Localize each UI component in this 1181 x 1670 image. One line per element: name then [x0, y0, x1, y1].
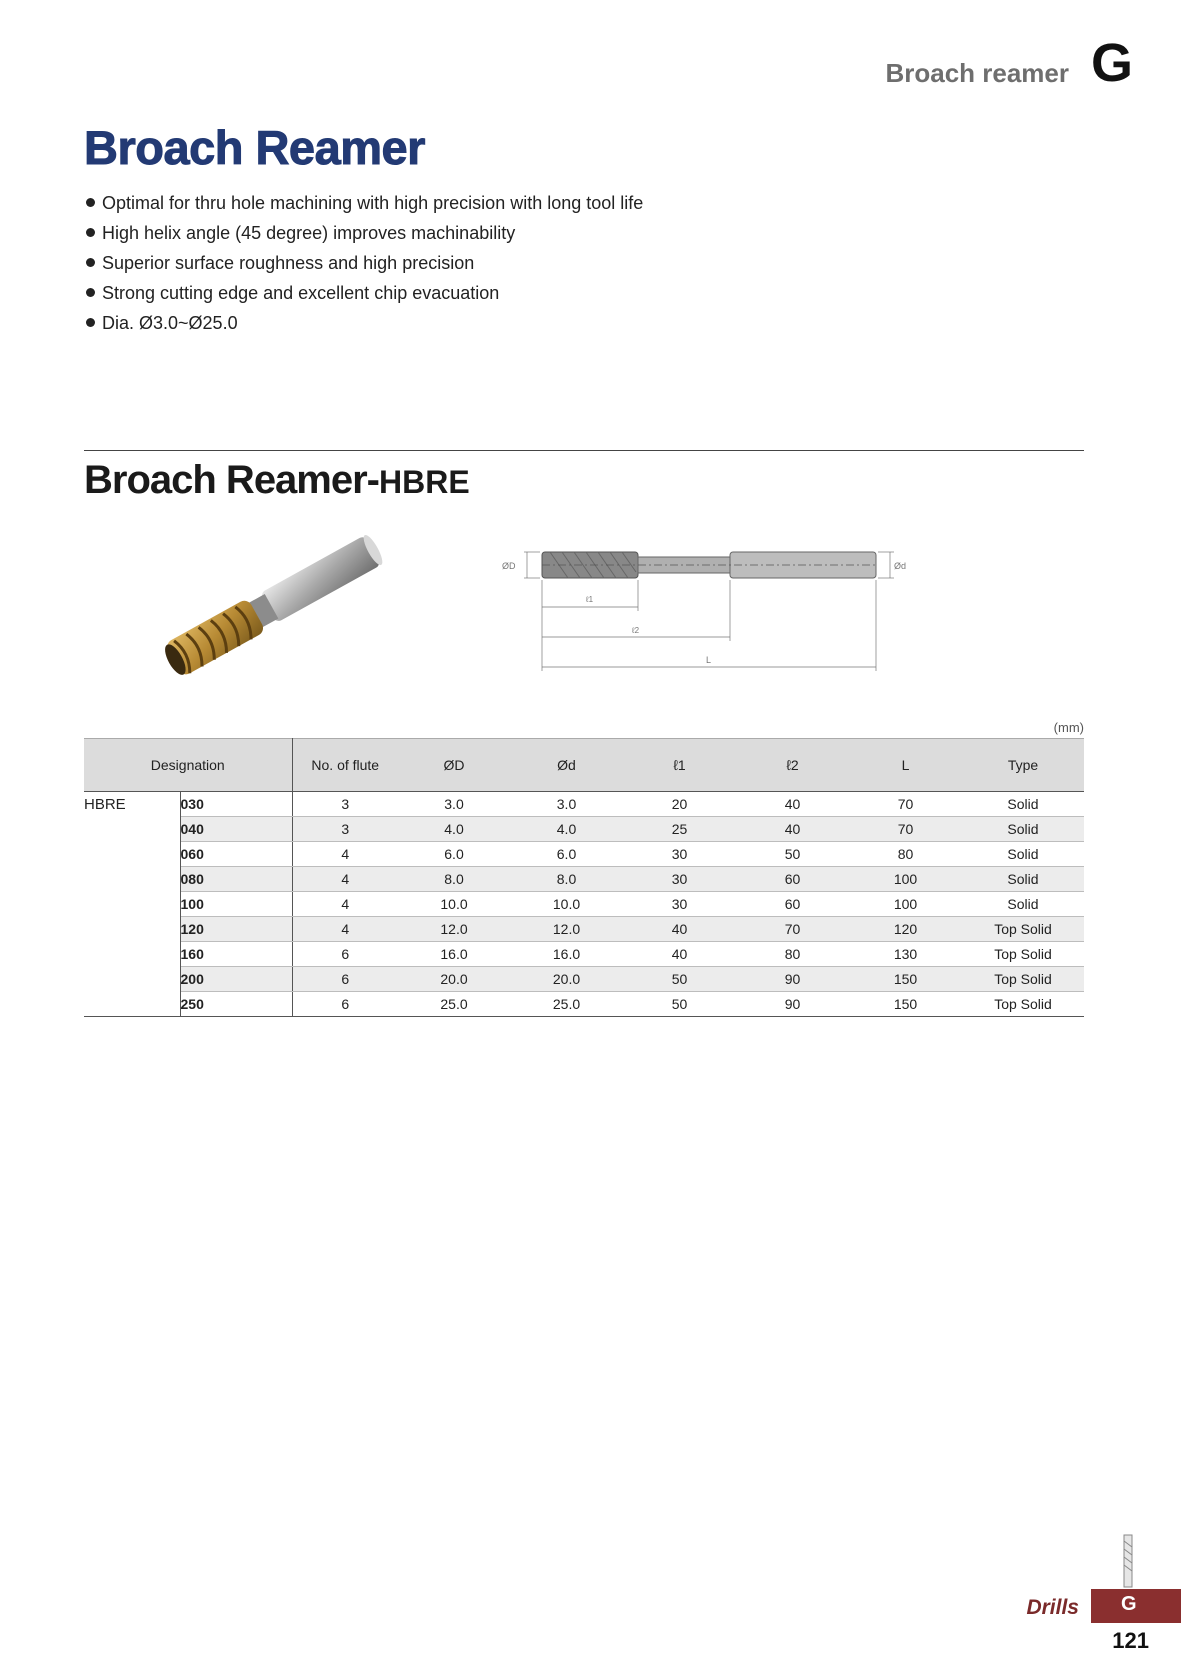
cell-type: Solid [962, 842, 1084, 867]
header-L: L [849, 739, 962, 792]
cell-flutes: 4 [292, 867, 398, 892]
cell-D: 12.0 [398, 917, 510, 942]
cell-D: 25.0 [398, 992, 510, 1017]
cell-type: Solid [962, 817, 1084, 842]
cell-flutes: 4 [292, 842, 398, 867]
cell-type: Top Solid [962, 942, 1084, 967]
row-code: 250 [180, 992, 292, 1017]
cell-l2: 90 [736, 992, 849, 1017]
row-code: 060 [180, 842, 292, 867]
header-flutes: No. of flute [292, 739, 398, 792]
cell-l2: 60 [736, 867, 849, 892]
table-header-row [84, 739, 1084, 792]
cell-l1: 25 [623, 817, 736, 842]
footer-section-tab: G [1091, 1589, 1181, 1623]
dim-d-label: Ød [894, 561, 907, 571]
table-row [84, 967, 1084, 992]
cell-l1: 30 [623, 867, 736, 892]
cell-D: 3.0 [398, 792, 510, 817]
header-l2: ℓ2 [736, 739, 849, 792]
cell-L: 130 [849, 942, 962, 967]
dim-l2-label: ℓ2 [632, 626, 640, 635]
cell-l2: 80 [736, 942, 849, 967]
section-divider [84, 450, 1084, 451]
feature-item: Optimal for thru hole machining with high precision with long tool life [86, 188, 643, 218]
table-row [84, 992, 1084, 1017]
cell-type: Solid [962, 792, 1084, 817]
bullet-icon [86, 198, 95, 207]
table-row [84, 842, 1084, 867]
cell-d: 3.0 [510, 792, 623, 817]
row-code: 100 [180, 892, 292, 917]
cell-l1: 50 [623, 992, 736, 1017]
page-title: Broach Reamer [84, 121, 425, 174]
cell-D: 6.0 [398, 842, 510, 867]
cell-d: 10.0 [510, 892, 623, 917]
dim-D-label: ØD [502, 561, 516, 571]
cell-l1: 50 [623, 967, 736, 992]
cell-l2: 90 [736, 967, 849, 992]
row-code: 160 [180, 942, 292, 967]
table-row [84, 792, 1084, 817]
cell-l2: 60 [736, 892, 849, 917]
cell-l2: 40 [736, 792, 849, 817]
dim-L-label: L [706, 655, 712, 665]
reamer-photo [150, 525, 410, 685]
cell-type: Top Solid [962, 917, 1084, 942]
header-l1: ℓ1 [623, 739, 736, 792]
cell-L: 150 [849, 967, 962, 992]
technical-drawing [502, 525, 978, 675]
header-d: Ød [510, 739, 623, 792]
cell-flutes: 6 [292, 967, 398, 992]
cell-L: 120 [849, 917, 962, 942]
cell-type: Top Solid [962, 992, 1084, 1017]
product-name: Broach Reamer- [84, 458, 380, 502]
cell-L: 70 [849, 792, 962, 817]
row-code: 040 [180, 817, 292, 842]
cell-L: 80 [849, 842, 962, 867]
header-D: ØD [398, 739, 510, 792]
cell-type: Solid [962, 892, 1084, 917]
cell-l1: 40 [623, 917, 736, 942]
spec-table [84, 738, 1084, 1017]
footer-category: Drills [1026, 1596, 1079, 1619]
table-row [84, 892, 1084, 917]
cell-d: 16.0 [510, 942, 623, 967]
header-designation: Designation [84, 739, 292, 792]
feature-item: Superior surface roughness and high precision [86, 248, 643, 278]
cell-l2: 40 [736, 817, 849, 842]
product-title [84, 458, 470, 503]
section-label: Broach reamer [885, 58, 1069, 88]
cell-D: 20.0 [398, 967, 510, 992]
cell-d: 8.0 [510, 867, 623, 892]
cell-d: 20.0 [510, 967, 623, 992]
cell-flutes: 6 [292, 942, 398, 967]
cell-l2: 50 [736, 842, 849, 867]
cell-L: 150 [849, 992, 962, 1017]
cell-L: 70 [849, 817, 962, 842]
cell-l1: 30 [623, 892, 736, 917]
bullet-icon [86, 258, 95, 267]
series-name: HBRE [84, 792, 180, 1017]
feature-list [86, 188, 643, 338]
page-number: 121 [1112, 1628, 1149, 1653]
product-code: HBRE [379, 464, 470, 500]
section-letter: G [1090, 33, 1133, 93]
cell-D: 4.0 [398, 817, 510, 842]
table-row [84, 867, 1084, 892]
header-type: Type [962, 739, 1084, 792]
dim-l1-label: ℓ1 [586, 595, 594, 604]
cell-flutes: 3 [292, 817, 398, 842]
cell-d: 4.0 [510, 817, 623, 842]
cell-D: 16.0 [398, 942, 510, 967]
cell-D: 10.0 [398, 892, 510, 917]
cell-l1: 30 [623, 842, 736, 867]
row-code: 200 [180, 967, 292, 992]
drill-icon [1121, 1533, 1135, 1589]
unit-label: (mm) [1053, 720, 1084, 735]
table-row [84, 942, 1084, 967]
cell-L: 100 [849, 892, 962, 917]
row-code: 080 [180, 867, 292, 892]
table-row [84, 817, 1084, 842]
cell-flutes: 6 [292, 992, 398, 1017]
cell-l1: 20 [623, 792, 736, 817]
cell-flutes: 3 [292, 792, 398, 817]
row-code: 120 [180, 917, 292, 942]
feature-item: High helix angle (45 degree) improves machinability [86, 218, 643, 248]
bullet-icon [86, 228, 95, 237]
bullet-icon [86, 288, 95, 297]
cell-D: 8.0 [398, 867, 510, 892]
bullet-icon [86, 318, 95, 327]
feature-item: Strong cutting edge and excellent chip evacuation [86, 278, 643, 308]
cell-d: 25.0 [510, 992, 623, 1017]
row-code: 030 [180, 792, 292, 817]
cell-l2: 70 [736, 917, 849, 942]
cell-flutes: 4 [292, 892, 398, 917]
cell-type: Top Solid [962, 967, 1084, 992]
cell-flutes: 4 [292, 917, 398, 942]
cell-d: 12.0 [510, 917, 623, 942]
cell-L: 100 [849, 867, 962, 892]
cell-d: 6.0 [510, 842, 623, 867]
table-row [84, 917, 1084, 942]
cell-l1: 40 [623, 942, 736, 967]
feature-item: Dia. Ø3.0~Ø25.0 [86, 308, 643, 338]
cell-type: Solid [962, 867, 1084, 892]
